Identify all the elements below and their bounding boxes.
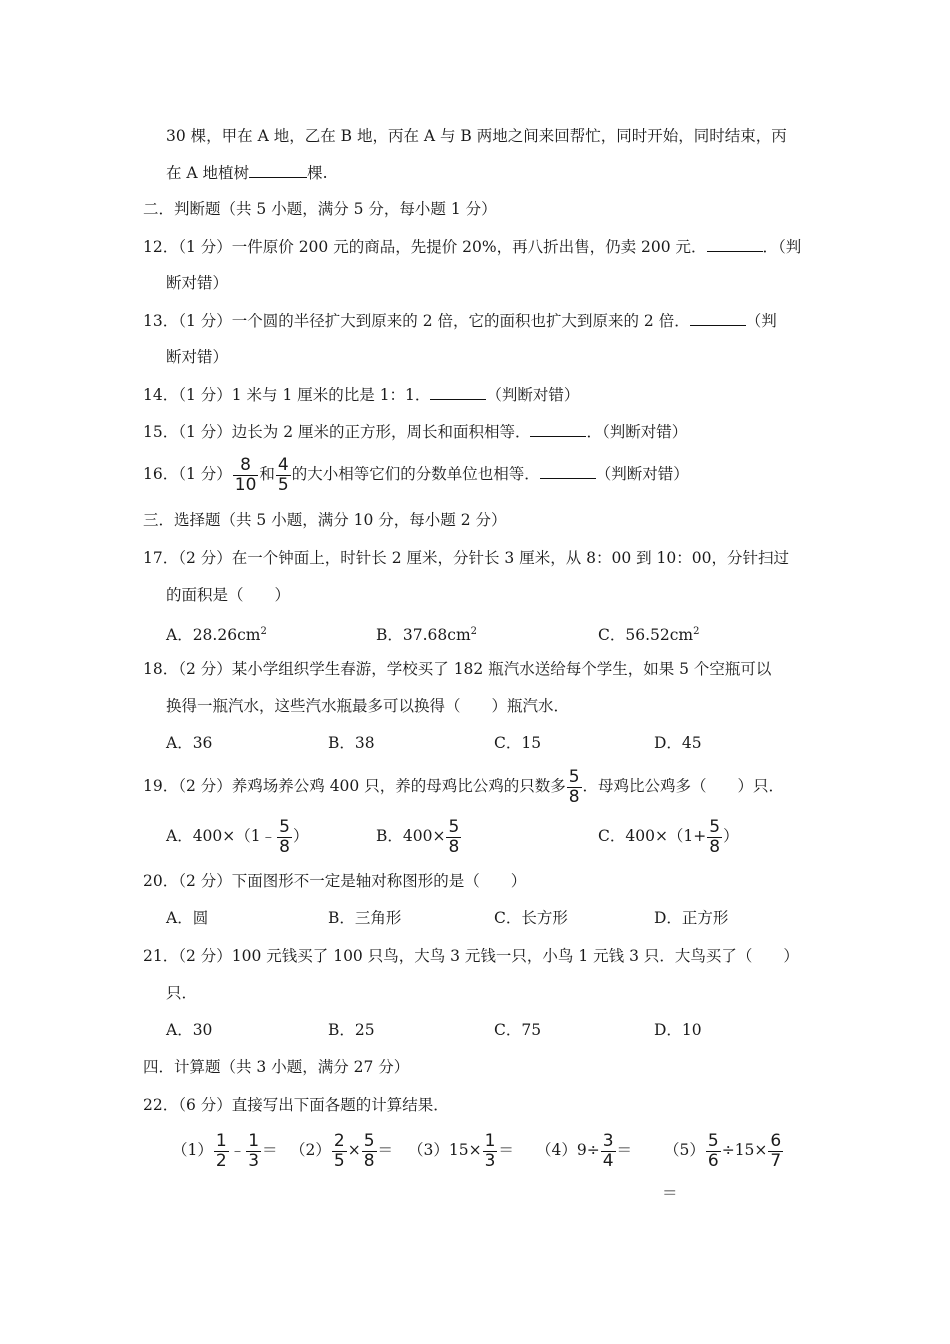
fraction: $\frac{5}{8}$ <box>363 1130 375 1171</box>
q11-line2: 在 A 地植树 棵. <box>166 161 328 184</box>
q21-option-b[interactable]: B．25 <box>328 1021 375 1039</box>
q21-option-a[interactable]: A．30 <box>166 1021 213 1039</box>
fraction: $\frac{5}{8}$ <box>568 766 580 807</box>
q11-line1: 30 棵，甲在 A 地，乙在 B 地，丙在 A 与 B 两地之间来回帮忙，同时开始，同时结束，丙 <box>166 127 787 145</box>
fraction: $\frac{1}{3}$ <box>484 1130 496 1171</box>
answer-blank[interactable] <box>530 420 586 437</box>
q17-line1: 17．（2 分）在一个钟面上，时针长 2 厘米，分针长 3 厘米，从 8：00 到 10：00，分针扫过 <box>143 549 790 567</box>
q18-option-d[interactable]: D．45 <box>654 734 702 752</box>
fraction: $\frac{6}{7}$ <box>770 1130 782 1171</box>
q20-line: 20．（2 分）下面图形不一定是轴对称图形的是（ ） <box>143 872 527 890</box>
q18-line2: 换得一瓶汽水，这些汽水瓶最多可以换得（ ）瓶汽水． <box>166 697 570 715</box>
fraction: $\frac{5}{8}$ <box>279 816 290 857</box>
section-title-choice: 三．选择题（共 5 小题，满分 10 分，每小题 2 分） <box>143 511 507 529</box>
q18-option-a[interactable]: A．36 <box>166 734 213 752</box>
q20-option-b[interactable]: B．三角形 <box>328 909 402 927</box>
q17-option-c[interactable]: C．$56.52cm^2$ <box>598 626 700 644</box>
fraction: $\frac{1}{3}$ <box>248 1130 260 1171</box>
q16-line: 16．（1 分） $\frac{8}{10}$ 和 $\frac{4}{5}$ 的大小相等它们的分数单位也相等． （判断对错） <box>143 454 689 495</box>
q21-line1: 21．（2 分）100 元钱买了 100 只鸟，大鸟 3 元钱一只，小鸟 1 元钱 3 只．大鸟买了（ ） <box>143 947 799 965</box>
q20-option-d[interactable]: D．正方形 <box>654 909 729 927</box>
q13-line2: 断对错） <box>166 348 229 366</box>
answer-blank[interactable] <box>690 309 746 326</box>
q21-line2: 只． <box>166 984 198 1002</box>
q22-item-4: （4）9÷ $\frac{3}{4}$ ＝ <box>536 1130 633 1171</box>
fraction: $\frac{4}{5}$ <box>277 454 289 495</box>
fraction: $\frac{5}{8}$ <box>709 816 721 857</box>
q22-item-3: （3）15× $\frac{1}{3}$ ＝ <box>408 1130 514 1171</box>
q14-line: 14．（1 分）1 米与 1 厘米的比是 1：1． （判断对错） <box>143 383 579 406</box>
section-title-judgment: 二．判断题（共 5 小题，满分 5 分，每小题 1 分） <box>143 200 497 218</box>
q20-option-a[interactable]: A．圆 <box>166 909 209 927</box>
section-title-calculation: 四．计算题（共 3 小题，满分 27 分） <box>143 1058 410 1076</box>
fraction: $\frac{8}{10}$ <box>234 454 257 495</box>
answer-blank[interactable] <box>430 383 486 400</box>
q21-option-d[interactable]: D．10 <box>654 1021 702 1039</box>
q22-item-5: （5） $\frac{5}{6}$ ÷15× $\frac{6}{7}$ <box>664 1130 782 1171</box>
fraction: $\frac{5}{6}$ <box>707 1130 719 1171</box>
q19-option-c[interactable]: C．400×（1+ $\frac{5}{8}$ ） <box>598 816 739 857</box>
q22-item-1: （1） $\frac{1}{2}$ ﹣ $\frac{1}{3}$ ＝ <box>172 1130 278 1171</box>
q18-line1: 18．（2 分）某小学组织学生春游，学校买了 182 瓶汽水送给每个学生，如果 5 个空瓶可以 <box>143 660 772 678</box>
fraction: $\frac{1}{2}$ <box>215 1130 227 1171</box>
fraction: $\frac{2}{5}$ <box>333 1130 345 1171</box>
answer-blank[interactable] <box>540 462 596 479</box>
q18-option-b[interactable]: B．38 <box>328 734 375 752</box>
fraction: $\frac{3}{4}$ <box>602 1130 614 1171</box>
q19-option-b[interactable]: B．400× $\frac{5}{8}$ <box>376 816 460 857</box>
q15-line: 15．（1 分）边长为 2 厘米的正方形，周长和面积相等． ．（判断对错） <box>143 420 687 443</box>
answer-blank[interactable] <box>707 235 763 252</box>
q19-line: 19．（2 分）养鸡场养公鸡 400 只，养的母鸡比公鸡的只数多 $\frac{5}{8}$ ．母鸡比公鸡多（ ）只． <box>143 766 785 807</box>
q19-option-a[interactable]: A．400×（1﹣ $\frac{5}{8}$ ） <box>166 816 309 857</box>
q17-option-a[interactable]: A．$28.26cm^2$ <box>166 626 267 644</box>
q20-option-c[interactable]: C．长方形 <box>494 909 568 927</box>
q13-line1: 13．（1 分）一个圆的半径扩大到原来的 2 倍，它的面积也扩大到原来的 2 倍． （判 <box>143 309 777 332</box>
q12-line1: 12．（1 分）一件原价 200 元的商品，先提价 20%，再八折出售，仍卖 200 元． ．（判 <box>143 235 801 258</box>
q22-line: 22．（6 分）直接写出下面各题的计算结果． <box>143 1096 449 1114</box>
q21-option-c[interactable]: C．75 <box>494 1021 542 1039</box>
fraction: $\frac{5}{8}$ <box>448 816 460 857</box>
q18-option-c[interactable]: C．15 <box>494 734 542 752</box>
q22-item-5-equals: ＝ <box>662 1184 678 1202</box>
answer-blank[interactable] <box>249 161 307 178</box>
q17-line2: 的面积是（ ） <box>166 586 291 604</box>
q22-item-2: （2） $\frac{2}{5}$ × $\frac{5}{8}$ ＝ <box>290 1130 394 1171</box>
q17-option-b[interactable]: B．$37.68cm^2$ <box>376 626 478 644</box>
q12-line2: 断对错） <box>166 274 229 292</box>
